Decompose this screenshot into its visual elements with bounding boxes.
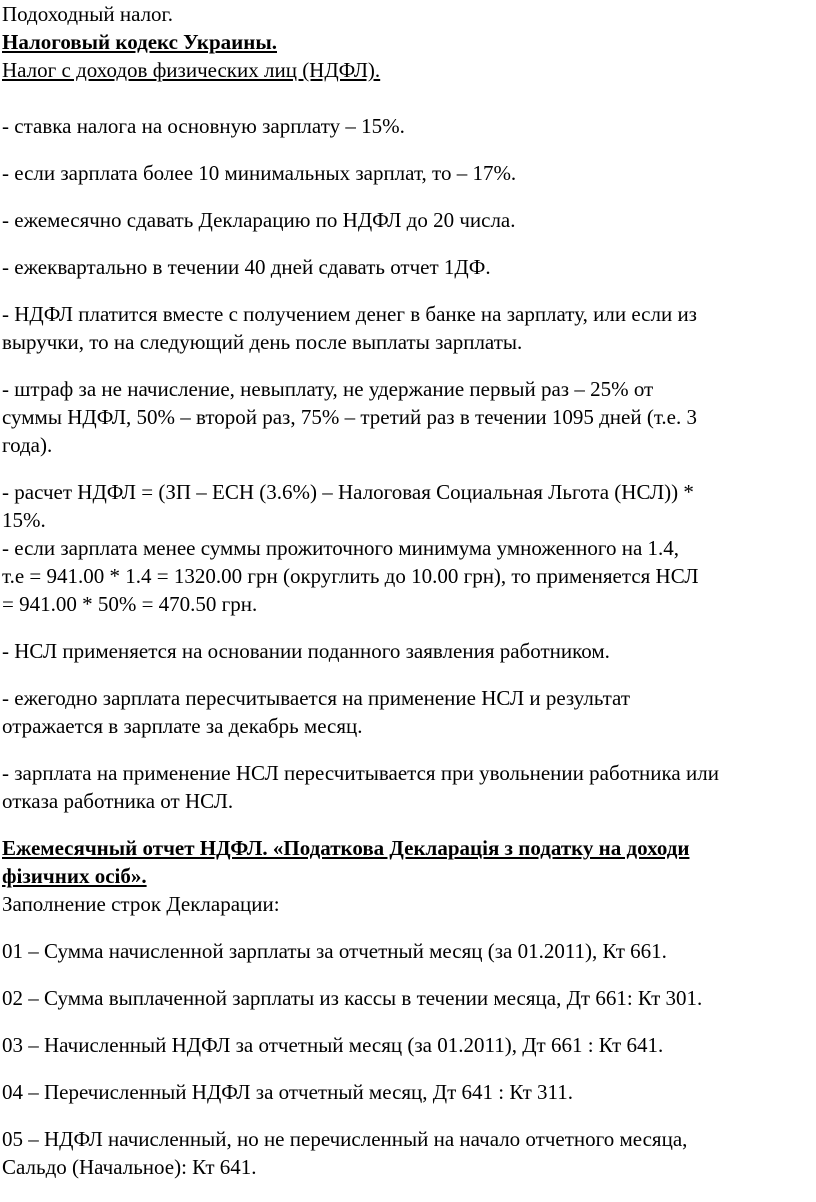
calc-condition-cont: т.е = 941.00 * 1.4 = 1320.00 грн (округлить до 10.00 грн), то применяется НСЛ: [2, 564, 699, 588]
report-intro: Заполнение строк Декларации:: [2, 892, 280, 916]
rule-paragraph: [2, 253, 810, 281]
nsl-line: отказа работника от НСЛ.: [2, 789, 234, 813]
report-row: [2, 984, 810, 1012]
report-row-line: Сальдо (Начальное): Кт 641.: [2, 1155, 257, 1179]
rule-line: - НДФЛ платится вместе с получением денег в банке на зарплату, или если из: [2, 302, 697, 326]
calc-condition: - если зарплата менее суммы прожиточного минимума умноженного на 1.4,: [2, 536, 680, 560]
rule-paragraph: [2, 159, 810, 187]
rule-line: - если зарплата более 10 минимальных зарплат, то – 17%.: [2, 161, 517, 185]
report-heading-cont: фізичних осіб».: [2, 864, 147, 888]
report-row-line: 05 – НДФЛ начисленный, но не перечисленный на начало отчетного месяца,: [2, 1127, 688, 1151]
rule-line: года).: [2, 433, 53, 457]
report-row-line: 04 – Перечисленный НДФЛ за отчетный месяц, Дт 641 : Кт 311.: [2, 1080, 573, 1104]
report-row-line: 01 – Сумма начисленной зарплаты за отчетный месяц (за 01.2011), Кт 661.: [2, 939, 667, 963]
report-row: [2, 1078, 810, 1106]
calc-condition-cont: = 941.00 * 50% = 470.50 грн.: [2, 592, 258, 616]
nsl-line: - НСЛ применяется на основании поданного заявления работником.: [2, 639, 610, 663]
document-title: Подоходный налог.: [2, 2, 174, 26]
report-heading: Ежемесячный отчет НДФЛ. «Податкова Декларація з податку на доходи: [2, 836, 690, 860]
report-row-line: 02 – Сумма выплаченной зарплаты из кассы в течении месяца, Дт 661: Кт 301.: [2, 986, 703, 1010]
nsl-paragraph: [2, 637, 810, 665]
report-row: [2, 937, 810, 965]
rule-paragraph: [2, 206, 810, 234]
nsl-line: - ежегодно зарплата пересчитывается на применение НСЛ и результат: [2, 686, 631, 710]
nsl-line: - зарплата на применение НСЛ пересчитывается при увольнении работника или: [2, 761, 719, 785]
report-row-line: 03 – Начисленный НДФЛ за отчетный месяц (за 01.2011), Дт 661 : Кт 641.: [2, 1033, 664, 1057]
report-row: [2, 1031, 810, 1059]
calc-block: [2, 478, 810, 618]
tax-code-heading: Налоговый кодекс Украины.: [2, 30, 277, 54]
report-row: [2, 1125, 810, 1181]
calc-formula: - расчет НДФЛ = (ЗП – ЕСН (3.6%) – Налоговая Социальная Льгота (НСЛ)) *: [2, 480, 694, 504]
calc-formula-cont: 15%.: [2, 508, 46, 532]
rule-line: - штраф за не начисление, невыплату, не удержание первый раз – 25% от: [2, 377, 654, 401]
rule-line: выручки, то на следующий день после выплаты зарплаты.: [2, 330, 523, 354]
rule-paragraph: [2, 112, 810, 140]
rule-line: - ставка налога на основную зарплату – 15%.: [2, 114, 405, 138]
report-section: [2, 834, 810, 1181]
rule-line: - ежемесячно сдавать Декларацию по НДФЛ до 20 числа.: [2, 208, 516, 232]
nsl-line: отражается в зарплате за декабрь месяц.: [2, 714, 363, 738]
nsl-paragraph: [2, 759, 810, 815]
rule-line: - ежеквартально в течении 40 дней сдавать отчет 1ДФ.: [2, 255, 491, 279]
rule-line: суммы НДФЛ, 50% – второй раз, 75% – третий раз в течении 1095 дней (т.е. 3: [2, 405, 697, 429]
rules-block: [2, 112, 810, 459]
nsl-paragraph: [2, 684, 810, 740]
rule-paragraph: [2, 375, 810, 459]
rule-paragraph: [2, 300, 810, 356]
pit-subtitle: Налог с доходов физических лиц (НДФЛ).: [2, 58, 381, 82]
